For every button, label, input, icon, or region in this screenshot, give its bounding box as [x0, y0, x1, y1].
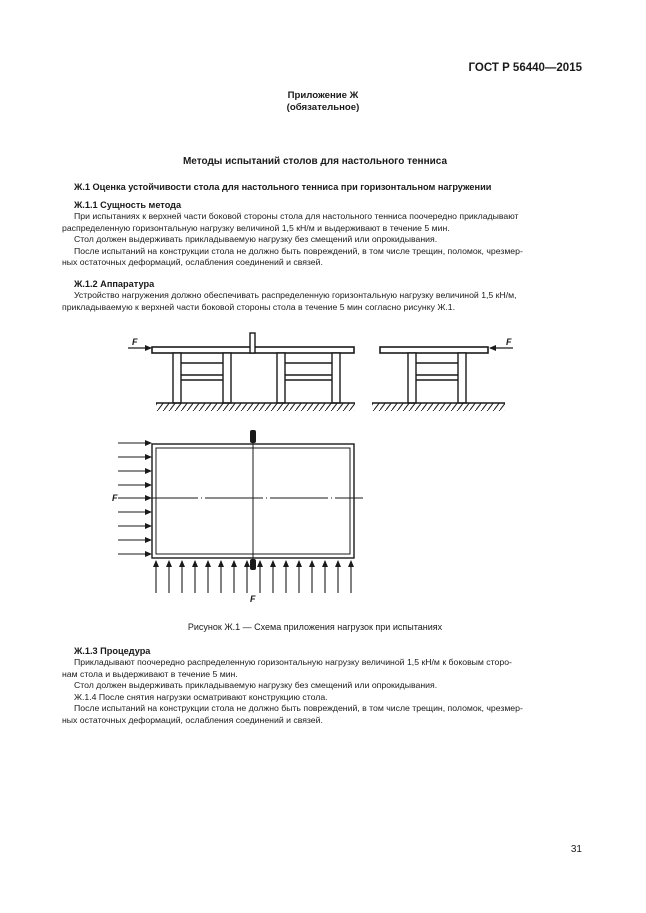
net-post — [250, 430, 256, 443]
text-line: ных остаточных деформаций, ослабления соединений и связей. — [62, 257, 323, 268]
net-post — [250, 333, 255, 353]
force-label: F — [112, 493, 118, 503]
figure-caption: Рисунок Ж.1 — Схема приложения нагрузок при испытаниях — [187, 622, 443, 632]
main-title: Методы испытаний столов для настольного тенниса — [182, 156, 448, 167]
text-line: Стол должен выдерживать прикладываемую нагрузку без смещений или опрокидывания. — [74, 680, 438, 691]
force-label: F — [132, 337, 138, 347]
subsection-2-text — [62, 290, 584, 313]
ground-hatch — [372, 403, 505, 411]
figure-load-scheme — [110, 330, 530, 610]
text-line: После испытаний на конструкции стола не должно быть повреждений, в том числе трещин, поломок, чрезмер- — [74, 703, 523, 714]
page-number: 31 — [570, 844, 582, 855]
text-line: нам стола и выдерживают в течение 5 мин. — [62, 668, 238, 679]
leg — [332, 353, 340, 403]
text-line: При испытаниях к верхней части боковой стороны стола для настольного тенниса поочередно прикладывают — [74, 211, 519, 221]
subsection-1-heading: Ж.1.1 Сущность метода — [74, 200, 182, 210]
annex-heading — [0, 90, 646, 114]
leg — [223, 353, 231, 403]
table-plan-view — [112, 430, 363, 604]
table-top — [380, 347, 488, 353]
force-label: F — [250, 594, 256, 604]
subsection-1-text — [62, 211, 584, 269]
text-line: Устройство нагружения должно обеспечивать распределенную горизонтальную нагрузку величиной 1,5 кН/м, — [74, 290, 517, 300]
force-label: F — [506, 337, 512, 347]
leg — [458, 353, 466, 403]
leg — [408, 353, 416, 403]
table-side-view-right — [372, 337, 513, 411]
text-line: ных остаточных деформаций, ослабления соединений и связей. — [62, 714, 323, 725]
section-heading: Ж.1 Оценка устойчивости стола для настольного тенниса при горизонтальном нагружении — [74, 182, 492, 192]
text-line: Стол должен выдерживать прикладываемую нагрузку без смещений или опрокидывания. — [74, 234, 438, 245]
leg — [277, 353, 285, 403]
subsection-3-text — [62, 657, 584, 727]
subsection-2-heading: Ж.1.2 Аппаратура — [74, 279, 155, 289]
text-line: Прикладывают поочередно распределенную горизонтальную нагрузку величиной 1,5 кН/м к боковым сторо- — [74, 657, 512, 667]
net-post — [250, 559, 256, 570]
standard-id: ГОСТ Р 56440—2015 — [468, 62, 582, 74]
subsection-3-heading: Ж.1.3 Процедура — [74, 646, 151, 656]
text-line: После испытаний на конструкции стола не должно быть повреждений, в том числе трещин, поломок, чрезмер- — [74, 245, 523, 256]
leg — [173, 353, 181, 403]
table-side-view-left — [128, 333, 355, 411]
annex-status: (обязательное) — [286, 102, 360, 113]
text-line: распределенную горизонтальную нагрузку величиной 1,5 кН/м и выдерживают в течение 5 мин. — [62, 222, 450, 233]
text-line: прикладываемую к верхней части боковой стороны стола в течение 5 мин согласно рисунку Ж.1. — [62, 301, 456, 312]
text-line: Ж.1.4 После снятия нагрузки осматривают конструкцию стола. — [74, 691, 328, 702]
ground-hatch — [156, 403, 355, 411]
annex-title: Приложение Ж — [287, 90, 359, 101]
